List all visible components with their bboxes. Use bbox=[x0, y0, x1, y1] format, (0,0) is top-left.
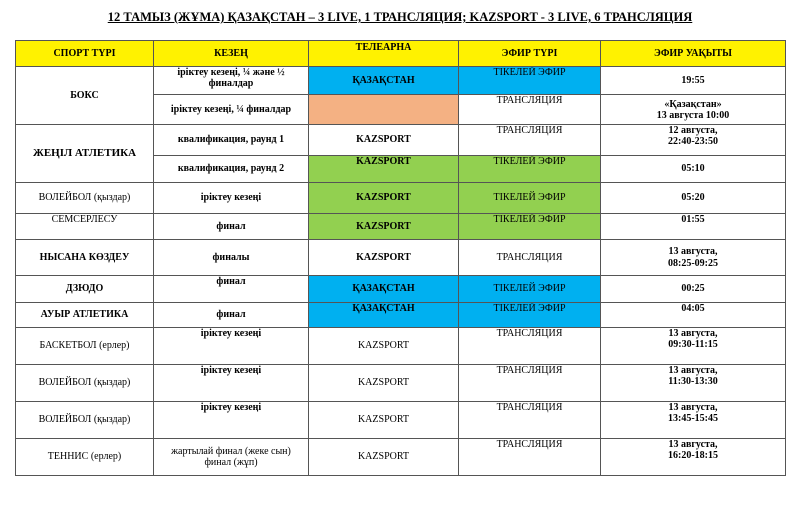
table-row bbox=[16, 276, 786, 303]
stage-cell: финал bbox=[154, 214, 309, 240]
time-cell: 01:55 bbox=[601, 214, 786, 240]
time-cell: 13 августа, 16:20-18:15 bbox=[601, 439, 786, 476]
type-cell: ТРАНСЛЯЦИЯ bbox=[459, 402, 601, 439]
header-time: ЭФИР УАҚЫТЫ bbox=[601, 41, 786, 67]
table-row bbox=[16, 303, 786, 328]
time-cell: 12 августа, 22:40-23:50 bbox=[601, 125, 786, 156]
type-cell: ТІКЕЛЕЙ ЭФИР bbox=[459, 276, 601, 303]
sport-cell: БАСКЕТБОЛ (ерлер) bbox=[16, 328, 154, 365]
sport-cell: СЕМСЕРЛЕСУ bbox=[16, 214, 154, 240]
channel-cell: ҚАЗАҚСТАН bbox=[309, 303, 459, 328]
stage-cell: іріктеу кезеңі bbox=[154, 365, 309, 402]
table-row bbox=[16, 439, 786, 476]
channel-cell: KAZSPORT bbox=[309, 439, 459, 476]
time-cell: 19:55 bbox=[601, 67, 786, 95]
type-cell: ТІКЕЛЕЙ ЭФИР bbox=[459, 303, 601, 328]
table-row bbox=[16, 214, 786, 240]
type-cell: ТРАНСЛЯЦИЯ bbox=[459, 125, 601, 156]
table-row bbox=[16, 328, 786, 365]
sport-cell: ВОЛЕЙБОЛ (қыздар) bbox=[16, 365, 154, 402]
sport-cell: ДЗЮДО bbox=[16, 276, 154, 303]
type-cell: ТРАНСЛЯЦИЯ bbox=[459, 439, 601, 476]
channel-cell: KAZSPORT bbox=[309, 240, 459, 276]
time-cell: 13 августа, 09:30-11:15 bbox=[601, 328, 786, 365]
sport-cell: БОКС bbox=[16, 67, 154, 125]
channel-cell: KAZSPORT bbox=[309, 402, 459, 439]
table-row bbox=[16, 402, 786, 439]
channel-cell: KAZSPORT bbox=[309, 328, 459, 365]
table-row bbox=[16, 67, 786, 95]
channel-cell: KAZSPORT bbox=[309, 156, 459, 183]
type-cell: ТІКЕЛЕЙ ЭФИР bbox=[459, 183, 601, 214]
header-type: ЭФИР ТҮРІ bbox=[459, 41, 601, 67]
sport-cell: ЖЕҢІЛ АТЛЕТИКА bbox=[16, 125, 154, 183]
table-row bbox=[16, 183, 786, 214]
page-title: 12 ТАМЫЗ (ЖҰМА) ҚАЗАҚСТАН – 3 LIVE, 1 ТРАНСЛЯЦИЯ; KAZSPORT - 3 LIVE, 6 ТРАНСЛЯЦИЯ bbox=[107, 10, 693, 24]
stage-cell: іріктеу кезеңі bbox=[154, 402, 309, 439]
time-cell: 05:20 bbox=[601, 183, 786, 214]
time-cell: 13 августа, 08:25-09:25 bbox=[601, 240, 786, 276]
channel-cell: KAZSPORT bbox=[309, 183, 459, 214]
header-channel: ТЕЛЕАРНА bbox=[309, 41, 459, 67]
stage-cell: финалы bbox=[154, 240, 309, 276]
channel-cell bbox=[309, 95, 459, 125]
channel-cell: KAZSPORT bbox=[309, 125, 459, 156]
stage-cell: іріктеу кезеңі bbox=[154, 183, 309, 214]
header-row bbox=[16, 41, 786, 67]
time-cell: 05:10 bbox=[601, 156, 786, 183]
stage-cell: іріктеу кезеңі, ¼ және ½ финалдар bbox=[154, 67, 309, 95]
sport-cell: ВОЛЕЙБОЛ (қыздар) bbox=[16, 183, 154, 214]
sport-cell: ВОЛЕЙБОЛ (қыздар) bbox=[16, 402, 154, 439]
stage-cell: квалификация, раунд 2 bbox=[154, 156, 309, 183]
stage-cell: жартылай финал (жеке сын) финал (жұп) bbox=[154, 439, 309, 476]
channel-cell: ҚАЗАҚСТАН bbox=[309, 67, 459, 95]
time-cell: «Қазақстан» 13 августа 10:00 bbox=[601, 95, 786, 125]
type-cell: ТРАНСЛЯЦИЯ bbox=[459, 365, 601, 402]
stage-cell: финал bbox=[154, 276, 309, 303]
stage-cell: іріктеу кезеңі, ¼ финалдар bbox=[154, 95, 309, 125]
type-cell: ТРАНСЛЯЦИЯ bbox=[459, 95, 601, 125]
sport-cell: ТЕННИС (ерлер) bbox=[16, 439, 154, 476]
table-row bbox=[16, 365, 786, 402]
time-cell: 00:25 bbox=[601, 276, 786, 303]
sport-cell: АУЫР АТЛЕТИКА bbox=[16, 303, 154, 328]
time-cell: 13 августа, 13:45-15:45 bbox=[601, 402, 786, 439]
type-cell: ТРАНСЛЯЦИЯ bbox=[459, 240, 601, 276]
time-cell: 13 августа, 11:30-13:30 bbox=[601, 365, 786, 402]
type-cell: ТРАНСЛЯЦИЯ bbox=[459, 328, 601, 365]
broadcast-schedule-table bbox=[15, 40, 786, 476]
header-sport: СПОРТ ТҮРІ bbox=[16, 41, 154, 67]
stage-cell: финал bbox=[154, 303, 309, 328]
channel-cell: KAZSPORT bbox=[309, 365, 459, 402]
type-cell: ТІКЕЛЕЙ ЭФИР bbox=[459, 214, 601, 240]
header-stage: КЕЗЕҢ bbox=[154, 41, 309, 67]
channel-cell: KAZSPORT bbox=[309, 214, 459, 240]
stage-cell: іріктеу кезеңі bbox=[154, 328, 309, 365]
table-row bbox=[16, 240, 786, 276]
table-row bbox=[16, 125, 786, 156]
sport-cell: НЫСАНА КӨЗДЕУ bbox=[16, 240, 154, 276]
time-cell: 04:05 bbox=[601, 303, 786, 328]
type-cell: ТІКЕЛЕЙ ЭФИР bbox=[459, 67, 601, 95]
type-cell: ТІКЕЛЕЙ ЭФИР bbox=[459, 156, 601, 183]
channel-cell: ҚАЗАҚСТАН bbox=[309, 276, 459, 303]
stage-cell: квалификация, раунд 1 bbox=[154, 125, 309, 156]
